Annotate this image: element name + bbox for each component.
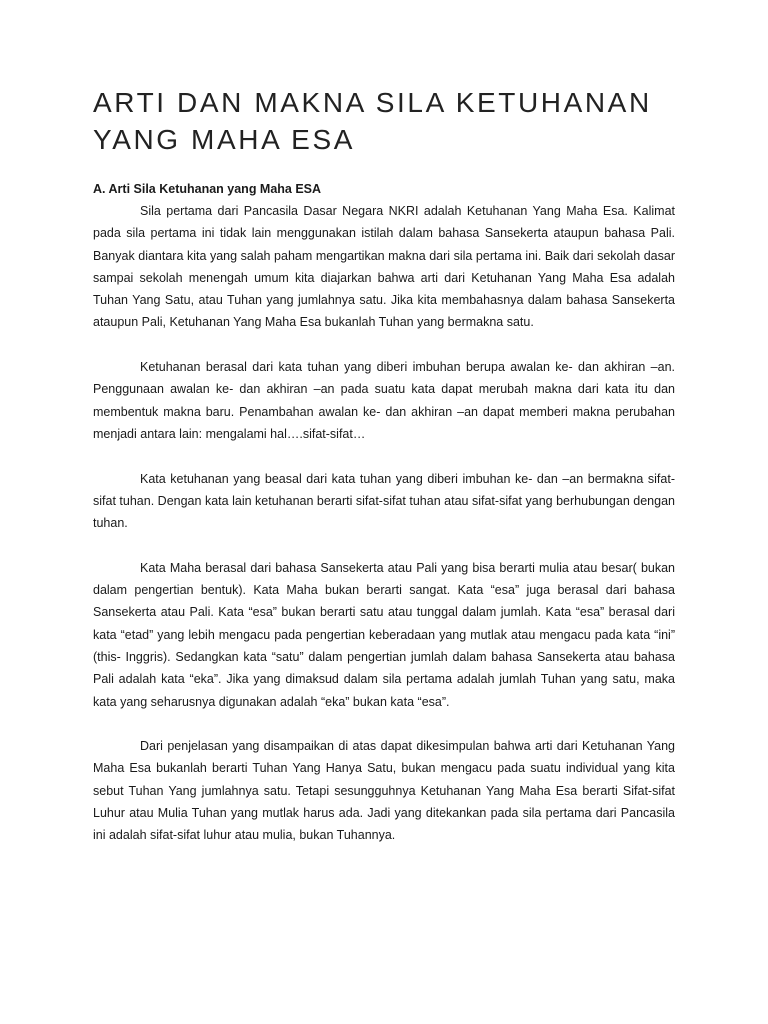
section-heading: A. Arti Sila Ketuhanan yang Maha ESA [93,182,322,196]
paragraph-2: Ketuhanan berasal dari kata tuhan yang diberi imbuhan berupa awalan ke- dan akhiran –an. Penggunaan awalan ke- dan akhiran –an pada suatu kata dapat merubah makna dari kata itu dan membentuk makna baru. Penambahan awalan ke- dan akhiran –an dapat memberi makna perubahan menjadi antara lain: mengalami hal….sifat-sifat… [93,360,675,441]
document-page [93,84,675,869]
paragraph-5: Dari penjelasan yang disampaikan di atas dapat dikesimpulan bahwa arti dari Ketuhanan Yang Maha Esa bukanlah berarti Tuhan Yang Hanya Satu, bukan mengacu pada suatu individual yang kita sebut Tuhan Yang jumlahnya satu. Tetapi sesungguhnya Ketuhanan Yang Maha Esa berarti Sifat-sifat Luhur atau Mulia Tuhan yang mutlak harus ada. Jadi yang ditekankan pada sila pertama dari Pancasila ini adalah sifat-sifat luhur atau mulia, bukan Tuhannya. [93,739,675,843]
paragraph-3: Kata ketuhanan yang beasal dari kata tuhan yang diberi imbuhan ke- dan –an bermakna sifat-sifat tuhan. Dengan kata lain ketuhanan berarti sifat-sifat tuhan atau sifat-sifat yang berhubungan dengan tuhan. [93,471,675,531]
document-title: ARTI DAN MAKNA SILA KETUHANAN YANG MAHA ESA [93,87,652,155]
paragraph-4: Kata Maha berasal dari bahasa Sansekerta atau Pali yang bisa berarti mulia atau besar( bukan dalam pengertian bentuk). Kata Maha bukan berarti sangat. Kata “esa” juga berasal dari bahasa Sansekerta atau Pali. Kata “esa” bukan berarti satu atau tunggal dalam jumlah. Kata “esa” berasal dari kata “etad” yang lebih mengacu pada pengertian keberadaan yang mutlak atau mengacu pada kata “ini” (this- Inggris). Sedangkan kata “satu” dalam pengertian jumlah dalam bahasa Sansekerta atau bahasa Pali adalah kata “eka”. Jika yang dimaksud dalam sila pertama adalah jumlah Tuhan yang satu, maka kata yang seharusnya digunakan adalah “eka” bukan kata “esa”. [93,560,675,709]
paragraph-1: Sila pertama dari Pancasila Dasar Negara NKRI adalah Ketuhanan Yang Maha Esa. Kalimat pada sila pertama ini tidak lain menggunakan istilah dalam bahasa Sansekerta ataupun bahasa Pali. Banyak diantara kita yang salah paham mengartikan makna dari sila pertama ini. Baik dari sekolah dasar sampai sekolah menengah umum kita diajarkan bahwa arti dari Ketuhanan Yang Maha Esa adalah Tuhan Yang Satu, atau Tuhan yang jumlahnya satu. Jika kita membahasnya dalam bahasa Sansekerta ataupun Pali, Ketuhanan Yang Maha Esa bukanlah Tuhan yang bermakna satu. [93,204,675,330]
